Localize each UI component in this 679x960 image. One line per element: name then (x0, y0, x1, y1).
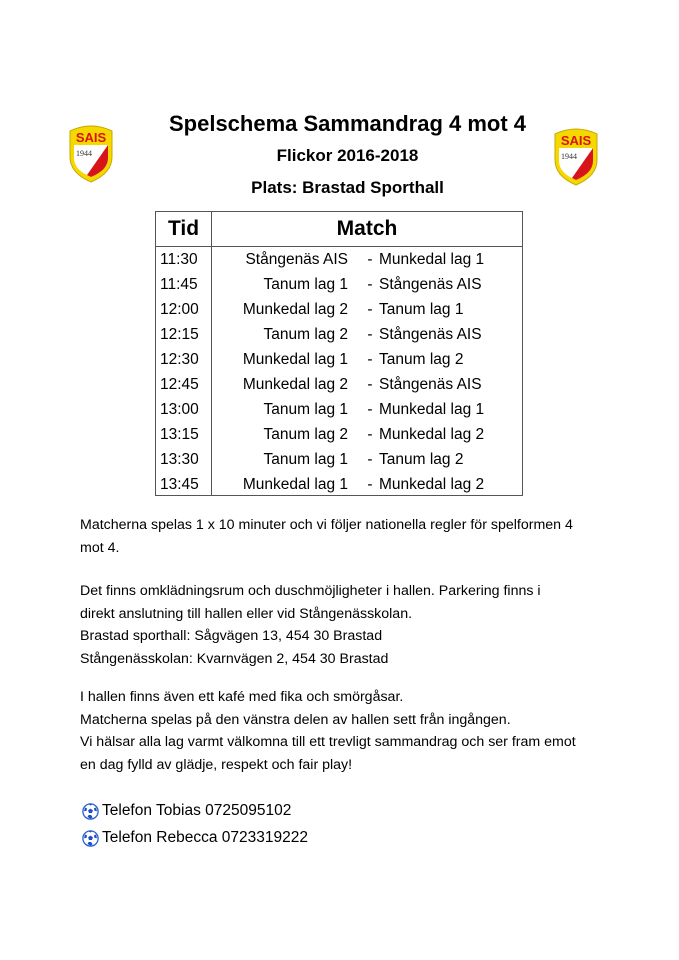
match-time: 11:45 (160, 276, 198, 293)
table-row (156, 297, 522, 322)
table-row (156, 472, 522, 497)
home-team: Tanum lag 1 (263, 401, 348, 418)
page-subtitle: Flickor 2016-2018 (276, 146, 419, 165)
svg-text:SAIS: SAIS (75, 130, 107, 145)
away-team: Munkedal lag 1 (379, 401, 485, 418)
rules-paragraph (80, 514, 620, 559)
match-separator: - (367, 276, 373, 293)
match-separator: - (367, 426, 373, 443)
svg-text:SAIS: SAIS (560, 133, 592, 148)
contact-text: Telefon Tobias 0725095102 (102, 802, 292, 819)
soccer-ball-icon (82, 830, 99, 847)
home-team: Tanum lag 1 (263, 451, 348, 468)
away-team: Munkedal lag 1 (379, 251, 485, 268)
match-time: 12:00 (160, 301, 199, 318)
home-team: Munkedal lag 1 (242, 476, 348, 493)
match-time: 12:15 (160, 326, 199, 343)
away-team: Tanum lag 2 (379, 451, 464, 468)
text-line: Matcherna spelas på den vänstra delen av hallen sett från ingången. (80, 711, 511, 728)
welcome-paragraph (80, 686, 620, 776)
match-time: 12:30 (160, 351, 199, 368)
table-row (156, 322, 522, 347)
match-time: 13:00 (160, 401, 199, 418)
match-time: 13:15 (160, 426, 199, 443)
match-separator: - (367, 451, 373, 468)
match-separator: - (367, 351, 373, 368)
svg-text:1944: 1944 (561, 152, 577, 161)
home-team: Stångenäs AIS (245, 251, 348, 268)
home-team: Tanum lag 2 (263, 426, 348, 443)
away-team: Stångenäs AIS (379, 276, 482, 293)
away-team: Tanum lag 2 (379, 351, 464, 368)
schedule-rows (156, 247, 522, 497)
text-line: mot 4. (80, 539, 120, 556)
away-team: Munkedal lag 2 (379, 426, 485, 443)
contact-item (82, 800, 291, 822)
facilities-paragraph (80, 580, 620, 670)
schedule-table (155, 211, 523, 496)
table-row (156, 397, 522, 422)
match-time: 11:30 (160, 251, 198, 268)
match-separator: - (367, 301, 373, 318)
away-team: Stångenäs AIS (379, 376, 482, 393)
match-separator: - (367, 476, 373, 493)
match-separator: - (367, 376, 373, 393)
away-team: Tanum lag 1 (379, 301, 464, 318)
page-title: Spelschema Sammandrag 4 mot 4 (168, 111, 527, 136)
match-separator: - (367, 251, 373, 268)
away-team: Stångenäs AIS (379, 326, 482, 343)
home-team: Tanum lag 2 (263, 326, 348, 343)
match-time: 13:45 (160, 476, 199, 493)
table-row (156, 347, 522, 372)
match-time: 13:30 (160, 451, 199, 468)
home-team: Munkedal lag 2 (242, 301, 348, 318)
column-header-match: Match (336, 217, 398, 240)
home-team: Tanum lag 1 (263, 276, 348, 293)
column-header-time: Tid (167, 217, 200, 240)
table-row (156, 422, 522, 447)
home-team: Munkedal lag 2 (242, 376, 348, 393)
address-sporthall: Brastad sporthall: Sågvägen 13, 454 30 Brastad (80, 628, 383, 644)
match-separator: - (367, 401, 373, 418)
address-school: Stångenässkolan: Kvarnvägen 2, 454 30 Brastad (80, 650, 389, 667)
svg-text:1944: 1944 (76, 149, 92, 158)
text-line: Det finns omklädningsrum och duschmöjligheter i hallen. Parkering finns i (80, 583, 541, 599)
match-separator: - (367, 326, 373, 343)
text-line: en dag fylld av glädje, respekt och fair play! (80, 756, 353, 773)
contact-item (82, 827, 308, 849)
text-line: direkt anslutning till hallen eller vid Stångenässkolan. (80, 605, 413, 622)
home-team: Munkedal lag 1 (242, 351, 348, 368)
match-time: 12:45 (160, 376, 199, 393)
table-row (156, 372, 522, 397)
table-row (156, 247, 522, 272)
text-line: I hallen finns även ett kafé med fika och smörgåsar. (80, 689, 404, 705)
text-line: Vi hälsar alla lag varmt välkomna till ett trevligt sammandrag och ser fram emot (80, 734, 576, 750)
text-line: Matcherna spelas 1 x 10 minuter och vi följer nationella regler för spelformen 4 (80, 517, 573, 533)
table-row (156, 447, 522, 472)
contact-text: Telefon Rebecca 0723319222 (102, 829, 308, 846)
location-heading: Plats: Brastad Sporthall (251, 178, 444, 197)
away-team: Munkedal lag 2 (379, 476, 485, 493)
soccer-ball-icon (82, 803, 99, 820)
table-row (156, 272, 522, 297)
